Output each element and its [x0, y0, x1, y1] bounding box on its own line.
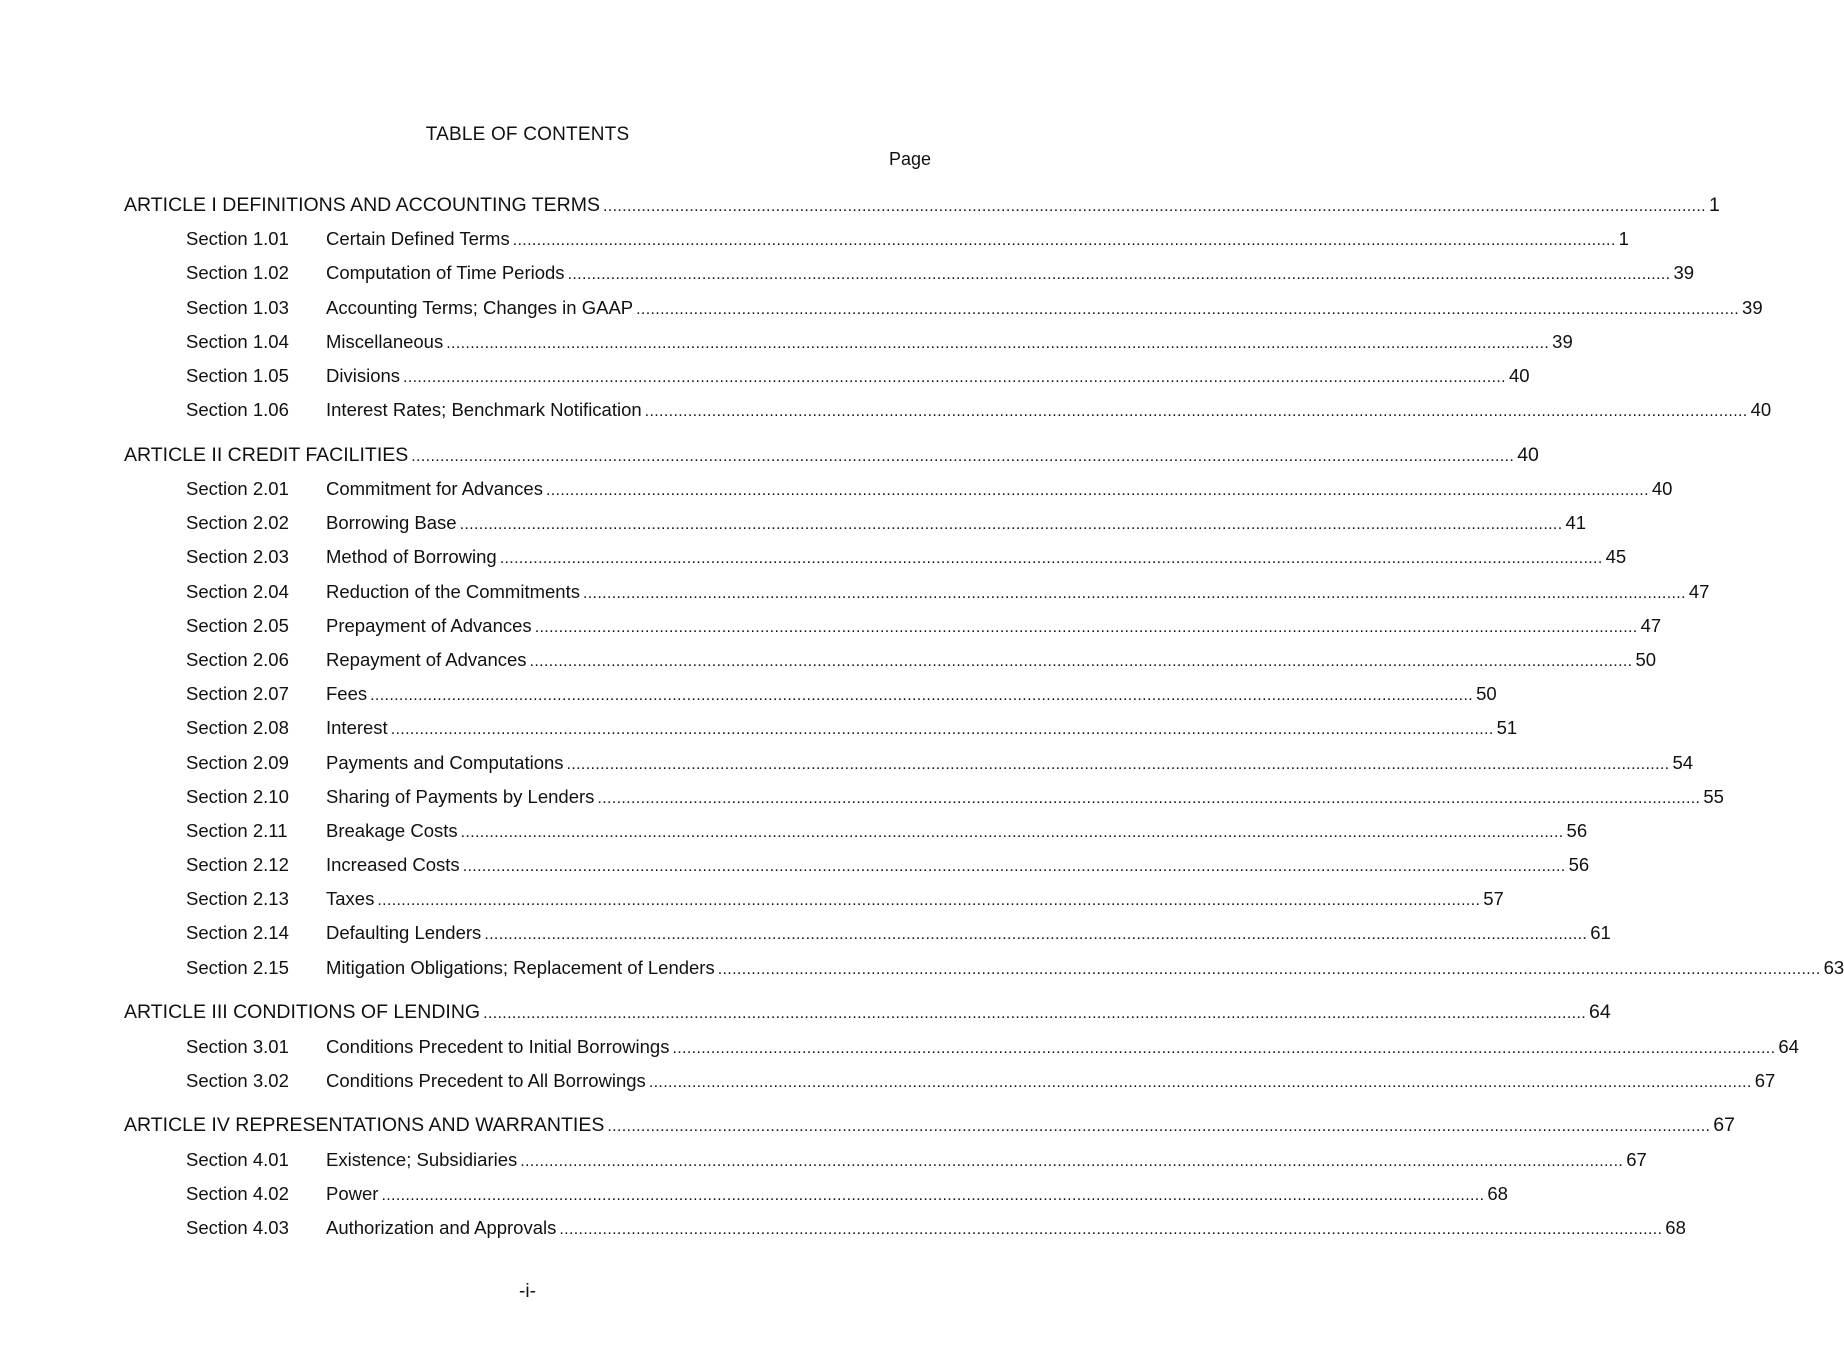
page-number: 67	[1626, 1148, 1647, 1170]
section-number: Section 2.10	[186, 785, 289, 807]
dot-leader: ......................................................................................................................................................................................................................................	[566, 755, 1670, 773]
page-number: 54	[1672, 751, 1694, 773]
section-number: Section 2.14	[186, 922, 289, 944]
toc-section-row	[124, 953, 1844, 987]
dot-leader: ......................................................................................................................................................................................................................................	[460, 823, 1564, 841]
dot-leader: ......................................................................................................................................................................................................................................	[370, 687, 1474, 705]
section-number: Section 1.06	[186, 399, 289, 421]
section-number: Section 4.02	[186, 1182, 289, 1204]
section-title: Increased Costs	[326, 854, 460, 876]
section-title: Fees	[326, 683, 368, 705]
toc-section-row	[124, 1066, 1776, 1100]
section-title: Computation of Time Periods	[326, 262, 565, 284]
section-title: Divisions	[326, 364, 401, 386]
section-title: Reduction of the Commitments	[326, 580, 580, 602]
dot-leader: ......................................................................................................................................................................................................................................	[607, 1118, 1711, 1136]
dot-leader: ......................................................................................................................................................................................................................................	[529, 652, 1633, 670]
section-number: Section 1.03	[186, 296, 289, 318]
section-title: Payments and Computations	[326, 751, 564, 773]
page-number-footer: -i-	[519, 1281, 536, 1302]
toc-section-row	[124, 577, 1710, 611]
toc-section-row	[124, 918, 1611, 952]
page-number: 56	[1568, 854, 1590, 876]
section-number: Section 2.12	[186, 854, 289, 876]
section-title: Miscellaneous	[326, 330, 444, 352]
section-number: Section 2.01	[186, 478, 289, 499]
section-number: Section 2.15	[186, 956, 289, 978]
toc-section-row	[124, 748, 1694, 782]
toc-article-row	[124, 440, 1539, 474]
section-number: Section 3.01	[186, 1035, 289, 1057]
dot-leader: ......................................................................................................................................................................................................................................	[390, 721, 1494, 739]
article-title: ARTICLE II CREDIT FACILITIES	[124, 443, 409, 466]
dot-leader: ......................................................................................................................................................................................................................................	[499, 550, 1603, 568]
article-title: ARTICLE IV REPRESENTATIONS AND WARRANTIES	[124, 1114, 605, 1137]
toc-section-row	[124, 816, 1588, 850]
section-title: Mitigation Obligations; Replacement of Lenders	[326, 956, 715, 978]
section-number: Section 3.02	[186, 1069, 289, 1091]
toc-section-row	[124, 542, 1627, 576]
toc-section-row	[124, 327, 1573, 361]
section-title: Defaulting Lenders	[326, 922, 482, 944]
toc-section-row	[124, 884, 1504, 918]
page-number: 67	[1713, 1114, 1735, 1137]
section-number: Section 2.13	[186, 888, 289, 910]
dot-leader: ......................................................................................................................................................................................................................................	[459, 516, 1563, 534]
dot-leader: ......................................................................................................................................................................................................................................	[411, 447, 1515, 465]
toc-section-row	[124, 611, 1662, 645]
toc-section-row	[124, 1032, 1799, 1066]
section-title: Commitment for Advances	[326, 478, 543, 499]
section-title: Accounting Terms; Changes in GAAP	[326, 296, 634, 318]
dot-leader: ......................................................................................................................................................................................................................................	[672, 1039, 1776, 1057]
dot-leader: ......................................................................................................................................................................................................................................	[484, 926, 1588, 944]
toc-article-row	[124, 997, 1611, 1031]
dot-leader: ......................................................................................................................................................................................................................................	[717, 960, 1821, 978]
section-title: Breakage Costs	[326, 819, 458, 841]
dot-leader: ......................................................................................................................................................................................................................................	[377, 892, 1481, 910]
page-number: 57	[1483, 888, 1504, 910]
page-column-header: Page	[888, 149, 931, 169]
page-number: 50	[1635, 648, 1657, 670]
section-title: Power	[326, 1182, 379, 1204]
page-number: 1	[1708, 194, 1720, 216]
dot-leader: ......................................................................................................................................................................................................................................	[597, 789, 1701, 807]
page-number: 39	[1552, 330, 1573, 352]
section-title: Prepayment of Advances	[326, 614, 532, 636]
section-number: Section 2.11	[186, 819, 288, 841]
section-number: Section 2.02	[186, 512, 289, 534]
section-title: Authorization and Approvals	[326, 1216, 557, 1238]
toc-section-row	[124, 1213, 1686, 1247]
toc-section-row	[124, 850, 1590, 884]
dot-leader: ......................................................................................................................................................................................................................................	[582, 584, 1686, 602]
dot-leader: ......................................................................................................................................................................................................................................	[545, 482, 1649, 499]
section-title: Existence; Subsidiaries	[326, 1148, 518, 1170]
page-number: 39	[1673, 262, 1695, 284]
section-title: Interest Rates; Benchmark Notification	[326, 399, 642, 421]
toc-list	[124, 190, 1844, 1247]
page-number: 40	[1517, 443, 1539, 466]
page-number: 47	[1688, 580, 1710, 602]
dot-leader: ......................................................................................................................................................................................................................................	[603, 198, 1706, 215]
toc-section-row	[124, 679, 1497, 713]
page-number: 39	[1742, 296, 1763, 318]
toc-article-row	[124, 190, 1720, 224]
section-number: Section 2.05	[186, 614, 289, 636]
page-number: 50	[1476, 683, 1497, 705]
article-title: ARTICLE I DEFINITIONS AND ACCOUNTING TERMS	[124, 194, 601, 216]
page-number: 1	[1618, 228, 1629, 250]
page-number: 61	[1590, 922, 1611, 944]
article-title: ARTICLE III CONDITIONS OF LENDING	[124, 1001, 481, 1024]
dot-leader: ......................................................................................................................................................................................................................................	[534, 618, 1638, 636]
section-number: Section 2.07	[186, 683, 289, 705]
toc-section-row	[124, 224, 1629, 258]
section-number: Section 1.05	[186, 364, 289, 386]
page-number: 56	[1566, 819, 1588, 841]
toc-section-row	[124, 474, 1673, 508]
dot-leader: ......................................................................................................................................................................................................................................	[648, 1073, 1752, 1091]
page-number: 63	[1823, 956, 1844, 978]
toc-section-row	[124, 508, 1587, 542]
dot-leader: ......................................................................................................................................................................................................................................	[512, 232, 1616, 250]
section-title: Repayment of Advances	[326, 648, 527, 670]
dot-leader: ......................................................................................................................................................................................................................................	[462, 858, 1566, 876]
toc-section-row	[124, 645, 1657, 679]
toc-section-row	[124, 782, 1724, 816]
page-number: 51	[1496, 717, 1518, 739]
page-number: 64	[1589, 1001, 1611, 1024]
dot-leader: ......................................................................................................................................................................................................................................	[520, 1152, 1624, 1170]
section-title: Conditions Precedent to All Borrowings	[326, 1069, 646, 1091]
toc-section-row	[124, 258, 1695, 292]
section-number: Section 2.06	[186, 648, 289, 670]
page-number: 67	[1754, 1069, 1776, 1091]
toc-section-row	[124, 1179, 1508, 1213]
toc-section-row	[124, 293, 1763, 327]
section-number: Section 1.01	[186, 228, 289, 250]
section-title: Borrowing Base	[326, 512, 457, 534]
section-number: Section 2.09	[186, 751, 289, 773]
page-number: 40	[1508, 364, 1530, 386]
section-title: Method of Borrowing	[326, 546, 497, 568]
toc-section-row	[124, 713, 1518, 747]
section-number: Section 2.03	[186, 546, 289, 568]
dot-leader: ......................................................................................................................................................................................................................................	[559, 1220, 1663, 1238]
section-title: Sharing of Payments by Lenders	[326, 785, 595, 807]
page-number: 64	[1778, 1035, 1799, 1057]
page-number: 41	[1565, 512, 1587, 534]
section-title: Conditions Precedent to Initial Borrowings	[326, 1035, 670, 1057]
page-number: 47	[1640, 614, 1662, 636]
section-number: Section 2.04	[186, 580, 289, 602]
section-title: Interest	[326, 717, 388, 739]
section-number: Section 4.03	[186, 1216, 289, 1238]
dot-leader: ......................................................................................................................................................................................................................................	[446, 334, 1550, 352]
toc-section-row	[124, 361, 1530, 395]
section-number: Section 4.01	[186, 1148, 289, 1170]
page-number: 55	[1703, 785, 1724, 807]
page-number: 40	[1750, 399, 1772, 421]
dot-leader: ......................................................................................................................................................................................................................................	[483, 1005, 1587, 1023]
dot-leader: ......................................................................................................................................................................................................................................	[644, 403, 1748, 421]
dot-leader: ......................................................................................................................................................................................................................................	[636, 300, 1740, 318]
page-title: TABLE OF CONTENTS	[425, 124, 630, 145]
page-number: 68	[1665, 1216, 1686, 1238]
page-number: 68	[1487, 1182, 1508, 1204]
page-number: 40	[1651, 478, 1673, 499]
page-number: 45	[1605, 546, 1627, 568]
section-title: Certain Defined Terms	[326, 228, 510, 250]
section-number: Section 2.08	[186, 717, 289, 739]
dot-leader: ......................................................................................................................................................................................................................................	[381, 1186, 1485, 1204]
section-number: Section 1.04	[186, 330, 289, 352]
toc-section-row	[124, 395, 1772, 429]
section-number: Section 1.02	[186, 262, 289, 284]
dot-leader: ......................................................................................................................................................................................................................................	[403, 368, 1506, 386]
dot-leader: ......................................................................................................................................................................................................................................	[567, 266, 1671, 284]
toc-section-row	[124, 1145, 1647, 1179]
section-title: Taxes	[326, 888, 375, 910]
toc-article-row	[124, 1110, 1735, 1144]
